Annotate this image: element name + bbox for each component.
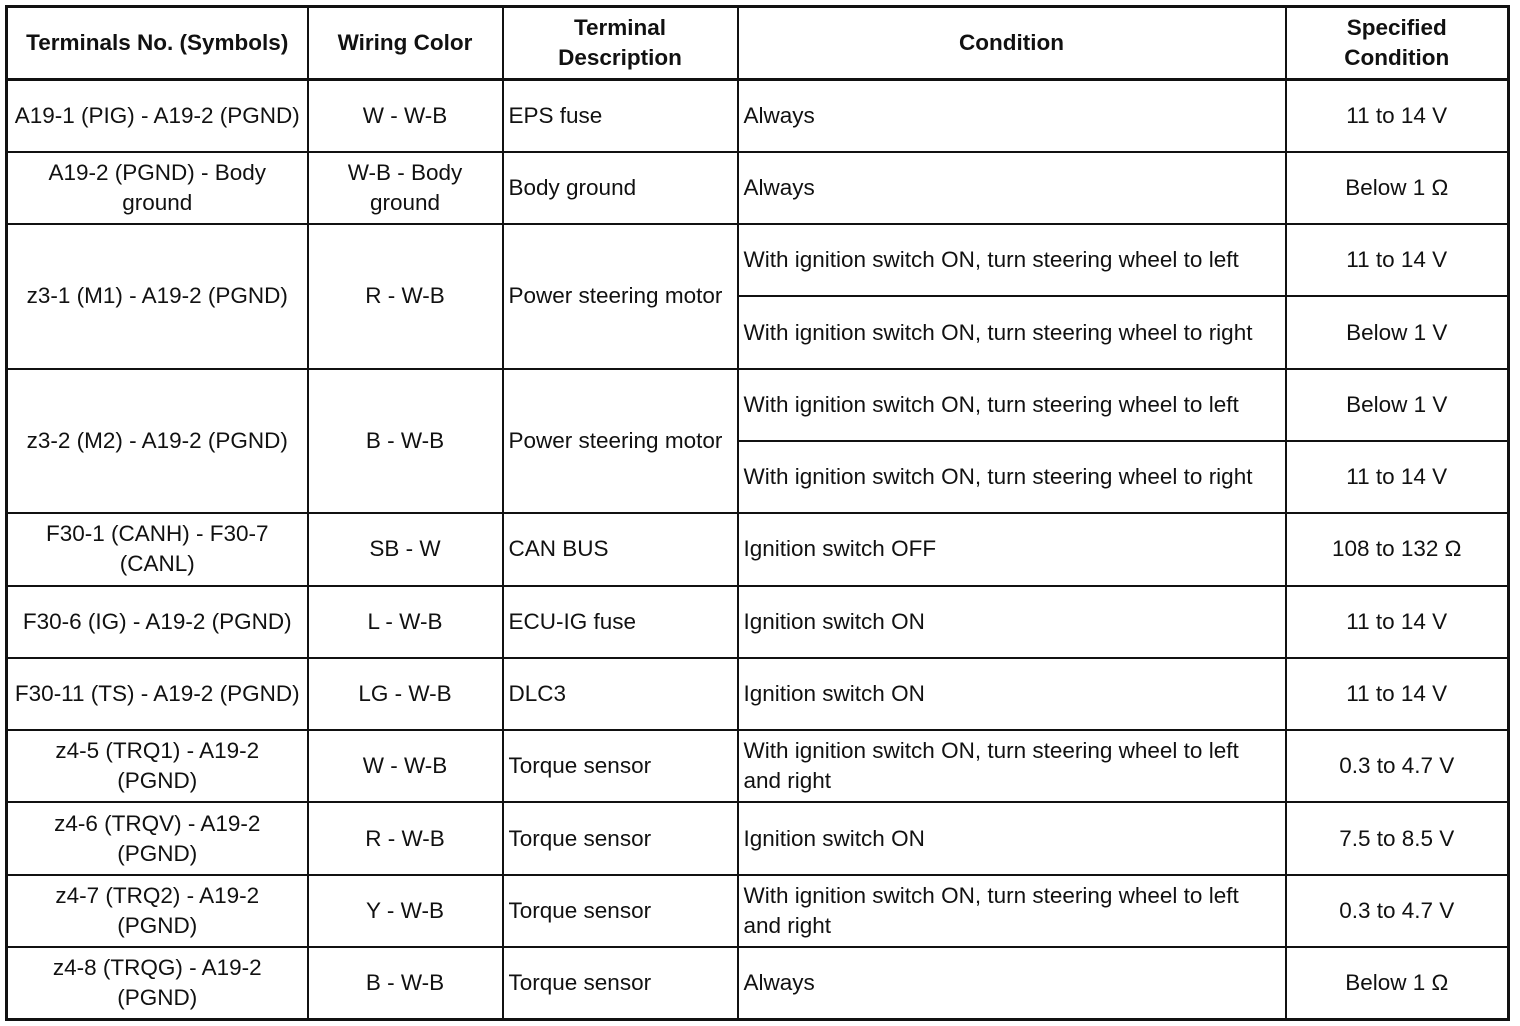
terminals-cell: z4-6 (TRQV) - A19-2 (PGND) <box>7 802 308 874</box>
specified-condition-cell: 11 to 14 V <box>1286 658 1509 730</box>
condition-cell: Always <box>738 947 1286 1019</box>
terminal-description-cell: ECU-IG fuse <box>503 586 738 658</box>
specified-condition-cell: 11 to 14 V <box>1286 224 1509 296</box>
wiring-color-cell: SB - W <box>308 513 503 585</box>
terminals-cell: z3-2 (M2) - A19-2 (PGND) <box>7 369 308 514</box>
condition-cell: With ignition switch ON, turn steering wheel to left <box>738 369 1286 441</box>
terminals-cell: z4-5 (TRQ1) - A19-2 (PGND) <box>7 730 308 802</box>
wiring-color-cell: W - W-B <box>308 80 503 152</box>
header-specified-condition: Specified Condition <box>1286 7 1509 80</box>
terminal-description-cell: DLC3 <box>503 658 738 730</box>
terminals-cell: F30-11 (TS) - A19-2 (PGND) <box>7 658 308 730</box>
specified-condition-cell: Below 1 Ω <box>1286 152 1509 224</box>
terminals-cell: z4-8 (TRQG) - A19-2 (PGND) <box>7 947 308 1019</box>
specified-condition-cell: Below 1 V <box>1286 369 1509 441</box>
terminals-cell: z3-1 (M1) - A19-2 (PGND) <box>7 224 308 369</box>
header-row <box>7 7 1509 80</box>
table-row <box>7 80 1509 152</box>
table-row <box>7 224 1509 296</box>
header-terminal-description: Terminal Description <box>503 7 738 80</box>
wiring-color-cell: W-B - Body ground <box>308 152 503 224</box>
condition-cell: With ignition switch ON, turn steering wheel to left and right <box>738 730 1286 802</box>
terminal-description-cell: Torque sensor <box>503 947 738 1019</box>
table-row <box>7 875 1509 947</box>
header-condition: Condition <box>738 7 1286 80</box>
wiring-color-cell: LG - W-B <box>308 658 503 730</box>
specified-condition-cell: 11 to 14 V <box>1286 586 1509 658</box>
terminals-cell: z4-7 (TRQ2) - A19-2 (PGND) <box>7 875 308 947</box>
table-row <box>7 730 1509 802</box>
condition-cell: Always <box>738 80 1286 152</box>
table-body <box>7 80 1509 1020</box>
terminal-description-cell: Torque sensor <box>503 730 738 802</box>
terminal-description-cell: EPS fuse <box>503 80 738 152</box>
specified-condition-cell: 7.5 to 8.5 V <box>1286 802 1509 874</box>
terminals-cell: F30-1 (CANH) - F30-7 (CANL) <box>7 513 308 585</box>
header-terminals: Terminals No. (Symbols) <box>7 7 308 80</box>
condition-cell: With ignition switch ON, turn steering wheel to right <box>738 441 1286 513</box>
condition-cell: With ignition switch ON, turn steering wheel to left <box>738 224 1286 296</box>
table-row <box>7 658 1509 730</box>
table-row <box>7 513 1509 585</box>
specified-condition-cell: Below 1 V <box>1286 296 1509 368</box>
terminal-description-cell: Torque sensor <box>503 875 738 947</box>
specified-condition-cell: Below 1 Ω <box>1286 947 1509 1019</box>
terminal-description-cell: Body ground <box>503 152 738 224</box>
condition-cell: Always <box>738 152 1286 224</box>
wiring-color-cell: L - W-B <box>308 586 503 658</box>
terminal-inspection-table <box>5 5 1510 1021</box>
condition-cell: With ignition switch ON, turn steering wheel to right <box>738 296 1286 368</box>
terminal-description-cell: Power steering motor <box>503 224 738 369</box>
table-row <box>7 152 1509 224</box>
terminals-cell: F30-6 (IG) - A19-2 (PGND) <box>7 586 308 658</box>
wiring-color-cell: B - W-B <box>308 369 503 514</box>
wiring-color-cell: B - W-B <box>308 947 503 1019</box>
terminal-description-cell: Torque sensor <box>503 802 738 874</box>
condition-cell: With ignition switch ON, turn steering wheel to left and right <box>738 875 1286 947</box>
wiring-color-cell: Y - W-B <box>308 875 503 947</box>
wiring-color-cell: R - W-B <box>308 224 503 369</box>
specified-condition-cell: 11 to 14 V <box>1286 441 1509 513</box>
condition-cell: Ignition switch ON <box>738 802 1286 874</box>
terminals-cell: A19-1 (PIG) - A19-2 (PGND) <box>7 80 308 152</box>
table-header <box>7 7 1509 80</box>
wiring-color-cell: R - W-B <box>308 802 503 874</box>
condition-cell: Ignition switch ON <box>738 658 1286 730</box>
header-wiring-color: Wiring Color <box>308 7 503 80</box>
specified-condition-cell: 0.3 to 4.7 V <box>1286 875 1509 947</box>
terminal-description-cell: CAN BUS <box>503 513 738 585</box>
specified-condition-cell: 108 to 132 Ω <box>1286 513 1509 585</box>
table-row <box>7 802 1509 874</box>
table-row <box>7 586 1509 658</box>
condition-cell: Ignition switch ON <box>738 586 1286 658</box>
condition-cell: Ignition switch OFF <box>738 513 1286 585</box>
wiring-color-cell: W - W-B <box>308 730 503 802</box>
table-row <box>7 369 1509 441</box>
terminals-cell: A19-2 (PGND) - Body ground <box>7 152 308 224</box>
terminal-description-cell: Power steering motor <box>503 369 738 514</box>
specified-condition-cell: 11 to 14 V <box>1286 80 1509 152</box>
table-row <box>7 947 1509 1019</box>
specified-condition-cell: 0.3 to 4.7 V <box>1286 730 1509 802</box>
